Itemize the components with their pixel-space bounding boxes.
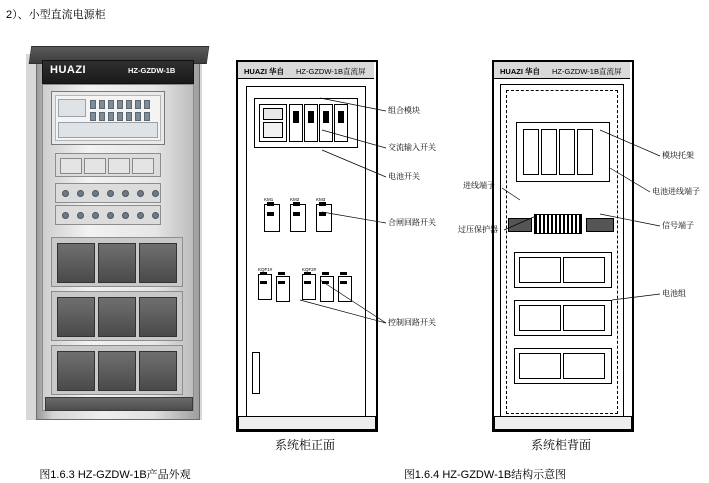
led-indicator [90,112,96,121]
breaker-group-upper [254,198,356,242]
push-button [107,190,114,197]
middle-figure-caption: 图1.6.4 HZ-GZDW-1B结构示意图 [403,469,567,481]
breaker-bar [304,281,311,284]
annotation-battery-input-terminal: 电池进线端子 [652,187,700,196]
push-button [122,190,129,197]
breaker-symbol [316,204,332,232]
breaker-bar [260,281,267,284]
push-button [92,190,99,197]
push-button [77,190,84,197]
annotation-combined-module: 组合模块 [388,106,420,115]
front-view-label: 系统柜正面 [274,438,335,452]
breaker-unit [290,198,306,232]
led-indicator [126,112,132,121]
monitor-unit [259,104,287,142]
rear-base [494,416,632,430]
led-indicator [99,112,105,121]
panel-display [58,99,86,117]
rear-view-drawing [492,60,630,430]
module-slot [338,111,344,123]
module-slot [293,111,299,123]
power-module [289,104,303,142]
battery-cell [98,243,136,283]
breaker-bar [319,212,326,216]
breaker-code: KM3 [316,197,326,202]
breaker-bar [260,272,267,275]
led-indicator [144,112,150,121]
battery-shelf [51,237,183,287]
breaker-unit [258,268,272,300]
cabinet-door [42,84,194,411]
battery-shelf-row [514,300,612,336]
left-figure-caption: 图1.6.3 HZ-GZDW-1B产品外观 [39,469,191,481]
breaker-unit [316,198,332,232]
battery-cell [57,243,95,283]
push-button [62,190,69,197]
breaker-bar [267,202,274,206]
annotation-control-circuit-switch: 控制回路开关 [388,318,436,327]
front-model-label: HZ-GZDW-1B直流屏 [296,67,366,76]
breaker-unit [320,268,334,302]
led-indicator [117,112,123,121]
breaker-symbol [338,276,352,302]
breaker-symbol [290,204,306,232]
battery-cell [57,297,95,337]
led-indicator [135,100,141,109]
breaker-symbol [276,276,290,302]
button-grid-1 [55,183,161,203]
battery-block [563,305,605,331]
rear-model-label: HZ-GZDW-1B直流屏 [552,67,622,76]
breaker-unit [276,268,290,302]
front-brand-label: HUAZI 华自 [244,67,284,76]
annotation-ac-input-switch: 交流输入开关 [388,143,436,152]
breaker-unit [302,268,316,300]
breaker-group-lower [254,268,356,312]
product-photo [20,46,210,426]
annotation-battery-switch: 电池开关 [388,172,420,181]
breaker-bar [293,202,300,206]
push-button [122,212,129,219]
breaker-bar [322,272,329,275]
power-module [334,104,348,142]
battery-shelf-row [514,252,612,288]
terminal-area [508,212,616,236]
page-heading: 2）、小型直流电源柜 [6,9,106,21]
control-panel [51,91,165,145]
push-button [62,212,69,219]
front-cabinet-outline [236,60,378,432]
module-unit [84,158,106,174]
annotation-closing-circuit-switch: 合闸回路开关 [388,218,436,227]
breaker-bar [304,272,311,275]
annotation-surge-protector: 过压保护器 [458,225,498,234]
breaker-bar [340,272,347,275]
monitor-keypad [263,122,283,138]
breaker-symbol [258,274,272,300]
breaker-bar [322,281,329,284]
button-dot-row [62,190,159,197]
button-grid-2 [55,205,161,225]
battery-block [519,305,561,331]
led-indicator [99,100,105,109]
battery-cell [57,351,95,391]
battery-block [519,353,561,379]
rear-brand-label: HUAZI 华自 [500,67,540,76]
breaker-bar [293,212,300,216]
breaker-symbol [302,274,316,300]
monitor-display [263,108,283,120]
push-button [77,212,84,219]
combined-module-area [254,98,358,148]
breaker-bar [340,281,347,284]
rack-module [559,129,575,175]
annotation-incoming-terminal: 进线端子 [463,181,495,190]
battery-block [519,257,561,283]
module-bracket [516,122,610,182]
led-indicator [108,112,114,121]
module-unit [132,158,154,174]
rack-module [523,129,539,175]
battery-block [563,257,605,283]
battery-shelf [51,345,183,395]
led-indicator [126,100,132,109]
push-button [152,190,159,197]
push-button [107,212,114,219]
power-module [304,104,318,142]
module-unit [108,158,130,174]
push-button [137,190,144,197]
led-indicator [117,100,123,109]
push-button [137,212,144,219]
module-slot [308,111,314,123]
battery-cell [139,243,177,283]
led-indicator [90,100,96,109]
panel-led-row-2 [90,112,150,121]
breaker-code: KQF2# [302,267,317,272]
led-indicator [108,100,114,109]
rear-view-label: 系统柜背面 [530,438,591,452]
cabinet-plinth [45,397,193,411]
annotation-module-bracket: 模块托架 [662,151,694,160]
panel-display-lower [58,122,158,138]
led-indicator [135,112,141,121]
module-slot [323,111,329,123]
battery-cell [139,297,177,337]
annotation-battery-bank: 电池组 [662,289,686,298]
breaker-bar [278,272,285,275]
breaker-bar [319,202,326,206]
battery-shelf-row [514,348,612,384]
push-button [152,212,159,219]
annotation-signal-terminal: 信号端子 [662,221,694,230]
front-header-band [238,62,374,79]
breaker-unit [264,198,280,232]
rear-header-band [494,62,630,79]
brand-logo: HUAZI [50,64,87,76]
module-unit [60,158,82,174]
push-button [92,212,99,219]
front-view-drawing [236,60,374,430]
button-dot-row [62,212,159,219]
battery-block [563,353,605,379]
breaker-unit [338,268,352,302]
panel-led-row-1 [90,100,150,109]
led-indicator [144,100,150,109]
battery-incoming-terminal [586,218,614,232]
front-base [238,416,376,430]
model-label: HZ-GZDW-1B [128,66,176,75]
incoming-terminal-block [508,218,532,232]
breaker-code: KM2 [290,197,300,202]
breaker-code: KM1 [264,197,274,202]
battery-cell [98,297,136,337]
battery-cell [139,351,177,391]
breaker-bar [267,212,274,216]
rear-cabinet-outline [492,60,634,432]
surge-protector [534,214,582,234]
breaker-code: KQF1# [258,267,273,272]
breaker-bar [278,281,285,284]
battery-cell [98,351,136,391]
power-module [319,104,333,142]
breaker-symbol [320,276,334,302]
rack-module [541,129,557,175]
battery-shelf [51,291,183,341]
breaker-symbol [264,204,280,232]
rack-module [577,129,593,175]
front-door-handle [252,352,260,394]
module-rack [55,153,161,177]
